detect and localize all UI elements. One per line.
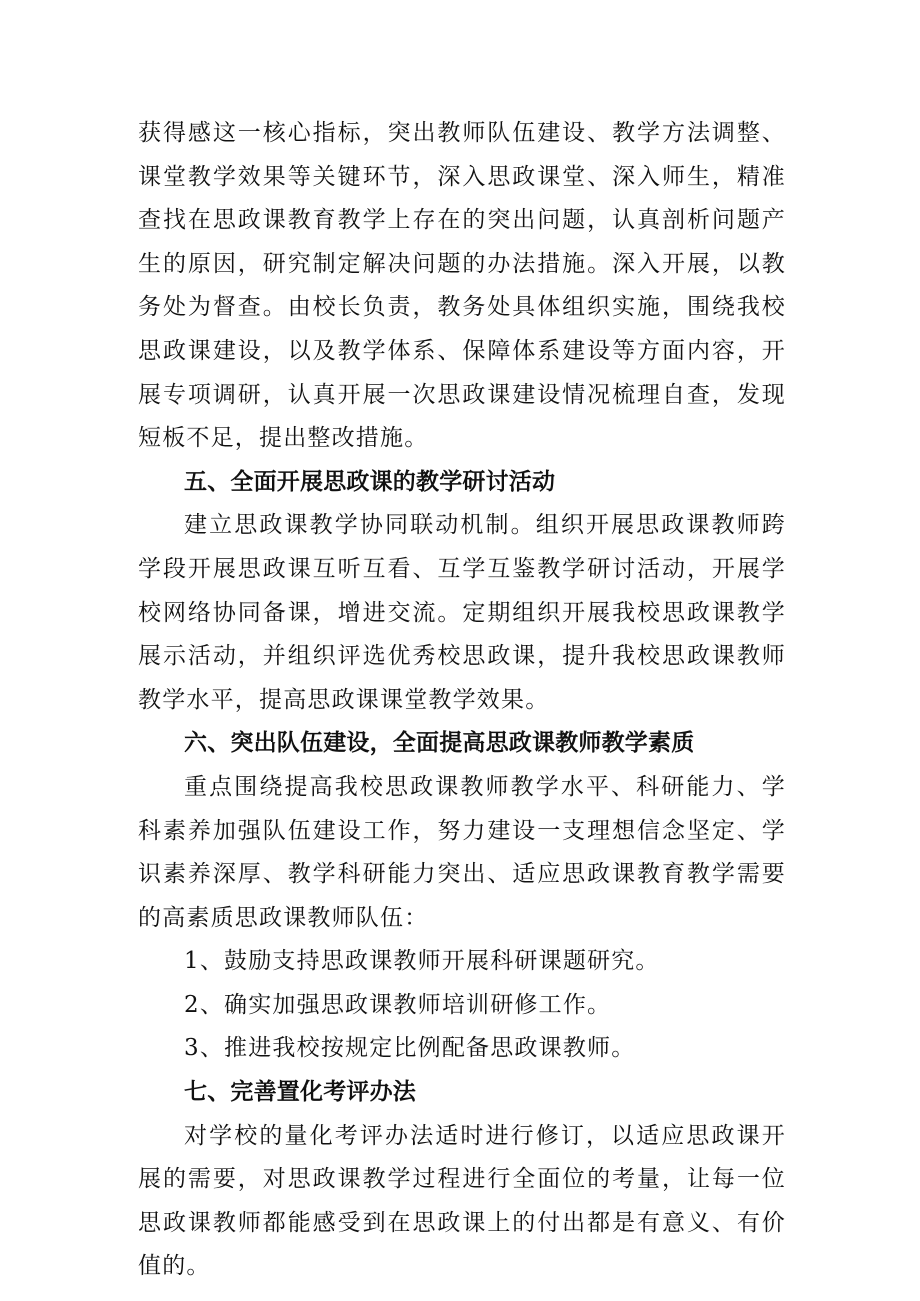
section-6-item-2: 2、确实加强思政课教师培训研修工作。 <box>184 991 612 1018</box>
section-6-heading: 六、突出队伍建设，全面提高思政课教师教学素质 <box>184 730 695 757</box>
section-6-item-1: 1、鼓励支持思政课教师开展科研课题研究。 <box>184 948 660 975</box>
document-page <box>138 112 786 1289</box>
section-7-heading: 七、完善置化考评办法 <box>184 1079 416 1106</box>
section-5-heading: 五、全面开展思政课的教学研讨活动 <box>184 468 556 495</box>
section-5-paragraph: 建立思政课教学协同联动机制。组织开展思政课教师跨学段开展思政课互听互看、互学互鉴教学研讨活动，开展学校网络协同备课，增进交流。定期组织开展我校思政课教学展示活动，并组织评选优秀校思政课，提升我校思政课教师教学水平，提高思政课课堂教学效果。 <box>138 512 786 713</box>
section-6-paragraph: 重点围绕提高我校思政课教师教学水平、科研能力、学科素养加强队伍建设工作，努力建设一支理想信念坚定、学识素养深厚、教学科研能力突出、适应思政课教育教学需要的高素质思政课教师队伍： <box>138 773 786 931</box>
section-7-paragraph: 对学校的量化考评办法适时进行修订，以适应思政课开展的需要，对思政课教学过程进行全面位的考量，让每一位思政课教师都能感受到在思政课上的付出都是有意义、有价值的。 <box>138 1122 786 1280</box>
section-6-item-3: 3、推进我校按规定比例配备思政课教师。 <box>184 1035 636 1062</box>
continuation-paragraph: 获得感这一核心指标，突出教师队伍建设、教学方法调整、课堂教学效果等关键环节，深入思政课堂、深入师生，精准查找在思政课教育教学上存在的突出问题，认真剖析问题产生的原因，研究制定解决问题的办法措施。深入开展，以教务处为督查。由校长负责，教务处具体组织实施，围绕我校思政课建设，以及教学体系、保障体系建设等方面内容，开展专项调研，认真开展一次思政课建设情况梳理自查，发现短板不足，提出整改措施。 <box>138 120 786 452</box>
